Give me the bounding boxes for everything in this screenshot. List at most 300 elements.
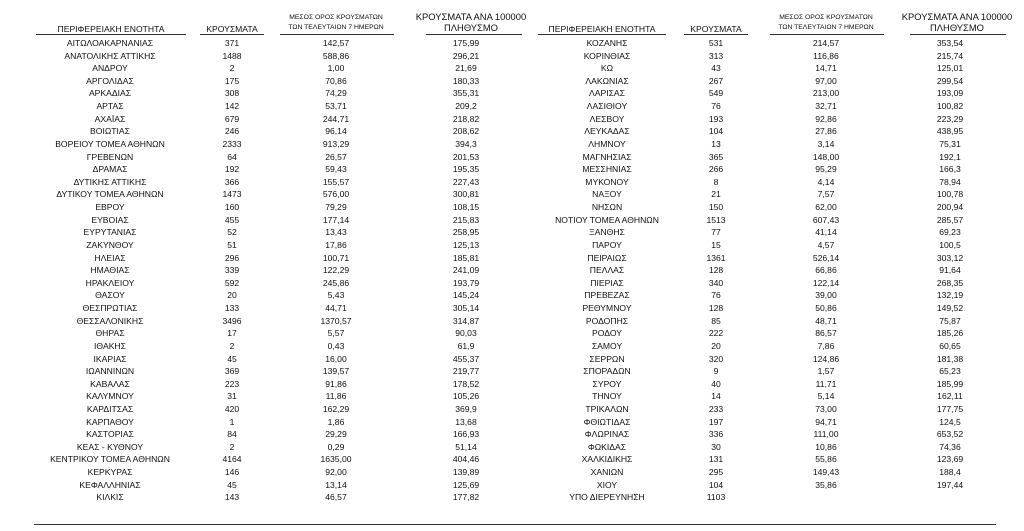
- cell-avg7: 177,14: [322, 214, 350, 225]
- cell-per100k: 215,83: [452, 214, 480, 225]
- cell-region: ΔΥΤΙΚΟΥ ΤΟΜΕΑ ΑΘΗΝΩΝ: [56, 189, 164, 200]
- table-row: [0, 253, 1024, 264]
- cell-per100k: 193,79: [452, 277, 480, 288]
- cell-per100k: 355,31: [452, 88, 480, 99]
- cell-region: ΘΑΣΟΥ: [95, 290, 125, 301]
- cell-avg7: 46,57: [325, 492, 347, 503]
- cell-cases: 1513: [706, 214, 726, 225]
- cell-per100k: 195,35: [452, 164, 480, 175]
- cell-avg7: 1370,57: [320, 315, 352, 326]
- cell-avg7: 32,71: [815, 101, 837, 112]
- header-underline: [770, 34, 884, 35]
- cell-region: ΧΑΝΙΩΝ: [590, 467, 624, 478]
- cell-region: ΞΑΝΘΗΣ: [589, 227, 625, 238]
- cell-per100k: 105,26: [452, 391, 480, 402]
- header-cases-left: ΚΡΟΥΣΜΑΤΑ: [206, 24, 258, 34]
- cell-per100k: 90,03: [455, 328, 477, 339]
- cell-cases: 365: [708, 151, 724, 162]
- cell-per100k: 177,82: [452, 492, 480, 503]
- table-row: [0, 177, 1024, 188]
- table-row: [0, 278, 1024, 289]
- cell-cases: 420: [224, 403, 240, 414]
- cell-per100k: 268,35: [936, 277, 964, 288]
- cell-per100k: 188,4: [939, 467, 961, 478]
- cell-cases: 64: [227, 151, 237, 162]
- cell-avg7: 122,14: [812, 277, 840, 288]
- cell-region: ΚΕΡΚΥΡΑΣ: [87, 467, 133, 478]
- cell-per100k: 303,12: [936, 252, 964, 263]
- cell-cases: 52: [227, 227, 237, 238]
- cell-avg7: 100,71: [322, 252, 350, 263]
- cell-region: ΠΙΕΡΙΑΣ: [590, 277, 624, 288]
- cell-cases: 340: [708, 277, 724, 288]
- cell-per100k: 285,57: [936, 214, 964, 225]
- table-row: [0, 379, 1024, 390]
- cell-region: ΗΛΕΙΑΣ: [94, 252, 126, 263]
- cell-avg7: 122,29: [322, 265, 350, 276]
- cell-cases: 366: [224, 176, 240, 187]
- cell-region: ΛΑΡΙΣΑΣ: [589, 88, 625, 99]
- cell-avg7: 1,00: [327, 63, 345, 74]
- cell-cases: 30: [711, 441, 721, 452]
- cell-cases: 8: [713, 176, 719, 187]
- cell-avg7: 124,86: [812, 353, 840, 364]
- cell-cases: 192: [224, 164, 240, 175]
- cell-avg7: 1,57: [817, 366, 835, 377]
- cell-per100k: 74,36: [939, 441, 961, 452]
- cell-avg7: 4,57: [817, 239, 835, 250]
- cell-region: ΛΗΜΝΟΥ: [588, 138, 626, 149]
- cell-per100k: 166,3: [939, 164, 961, 175]
- cell-region: ΜΥΚΟΝΟΥ: [585, 176, 629, 187]
- cell-per100k: 200,94: [936, 202, 964, 213]
- table-row: [0, 429, 1024, 440]
- cell-avg7: 96,14: [325, 126, 347, 137]
- cell-per100k: 227,43: [452, 176, 480, 187]
- cell-per100k: 438,95: [936, 126, 964, 137]
- cell-per100k: 241,09: [452, 265, 480, 276]
- cell-region: ΑΝΔΡΟΥ: [92, 63, 128, 74]
- cell-per100k: 185,99: [936, 378, 964, 389]
- cell-cases: 45: [227, 353, 237, 364]
- cell-per100k: [910, 492, 990, 503]
- cell-cases: 17: [227, 328, 237, 339]
- header-per100k-left: [406, 12, 536, 34]
- cell-region: ΡΟΔΟΠΗΣ: [585, 315, 629, 326]
- cell-region: ΗΜΑΘΙΑΣ: [90, 265, 130, 276]
- cell-avg7: 3,14: [817, 138, 835, 149]
- cell-cases: 85: [711, 315, 721, 326]
- table-row: [0, 164, 1024, 175]
- cell-per100k: 60,65: [939, 340, 961, 351]
- header-region-left: ΠΕΡΙΦΕΡΕΙΑΚΗ ΕΝΟΤΗΤΑ: [57, 24, 165, 34]
- cell-cases: 9: [713, 366, 719, 377]
- header-underline: [36, 34, 186, 35]
- cell-avg7: 92,00: [325, 467, 347, 478]
- cell-per100k: 75,31: [939, 138, 961, 149]
- cell-cases: 43: [711, 63, 721, 74]
- cell-avg7: 86,57: [815, 328, 837, 339]
- cell-region: ΑΧΑΪΑΣ: [94, 113, 126, 124]
- cell-region: ΦΛΩΡΙΝΑΣ: [584, 429, 630, 440]
- cell-region: ΦΩΚΙΔΑΣ: [587, 441, 627, 452]
- cell-cases: 296: [224, 252, 240, 263]
- cell-per100k: 208,62: [452, 126, 480, 137]
- cell-region: ΕΥΒΟΙΑΣ: [91, 214, 129, 225]
- cell-per100k: 166,93: [452, 429, 480, 440]
- cell-region: ΚΑΡΠΑΘΟΥ: [86, 416, 134, 427]
- cell-per100k: 219,77: [452, 366, 480, 377]
- cell-per100k: 296,21: [452, 50, 480, 61]
- cell-region: ΙΘΑΚΗΣ: [94, 340, 126, 351]
- cell-region: ΚΑΛΥΜΝΟΥ: [86, 391, 134, 402]
- cell-per100k: 369,9: [455, 403, 477, 414]
- cell-region: ΠΕΙΡΑΙΩΣ: [587, 252, 627, 263]
- cell-per100k: 185,26: [936, 328, 964, 339]
- cell-cases: 142: [224, 101, 240, 112]
- table-row: [0, 189, 1024, 200]
- cell-avg7: 95,29: [815, 164, 837, 175]
- cell-region: ΣΥΡΟΥ: [592, 378, 622, 389]
- table-row: [0, 467, 1024, 478]
- cell-region: ΔΡΑΜΑΣ: [92, 164, 128, 175]
- table-row: [0, 215, 1024, 226]
- header-per100k-line1: ΚΡΟΥΣΜΑΤΑ ΑΝΑ 100000: [415, 11, 527, 22]
- table-row: [0, 328, 1024, 339]
- header-underline: [684, 34, 748, 35]
- cell-cases: 15: [711, 239, 721, 250]
- cell-cases: 223: [224, 378, 240, 389]
- cell-per100k: 404,46: [452, 454, 480, 465]
- cell-per100k: 181,38: [936, 353, 964, 364]
- table-row: [0, 76, 1024, 87]
- cell-cases: 246: [224, 126, 240, 137]
- header-per100k-line2: ΠΛΗΘΥΣΜΟ: [930, 21, 984, 33]
- cell-per100k: 124,5: [939, 416, 961, 427]
- cell-cases: 371: [224, 38, 240, 48]
- cell-avg7: 588,86: [322, 50, 350, 61]
- cell-region: ΒΟΡΕΙΟΥ ΤΟΜΕΑ ΑΘΗΝΩΝ: [55, 138, 165, 149]
- header-cases-right: ΚΡΟΥΣΜΑΤΑ: [690, 24, 742, 34]
- table-row: [0, 51, 1024, 62]
- cell-cases: 369: [224, 366, 240, 377]
- cell-region: ΛΕΣΒΟΥ: [589, 113, 625, 124]
- cell-avg7: 213,00: [812, 88, 840, 99]
- cell-per100k: 178,52: [452, 378, 480, 389]
- cell-cases: 1: [229, 416, 235, 427]
- cell-per100k: 132,19: [936, 290, 964, 301]
- cell-avg7: 44,71: [325, 303, 347, 314]
- cell-per100k: 175,99: [452, 38, 480, 48]
- cell-region: ΔΥΤΙΚΗΣ ΑΤΤΙΚΗΣ: [73, 176, 147, 187]
- cell-cases: 222: [708, 328, 724, 339]
- header-avg-right: [766, 14, 886, 32]
- cell-region: ΚΕΝΤΡΙΚΟΥ ΤΟΜΕΑ ΑΘΗΝΩΝ: [50, 454, 170, 465]
- table-row: [0, 391, 1024, 402]
- cell-avg7: 16,00: [325, 353, 347, 364]
- cell-region: ΛΑΚΩΝΙΑΣ: [585, 75, 629, 86]
- cell-cases: 2: [229, 340, 235, 351]
- cell-cases: 160: [224, 202, 240, 213]
- cell-region: ΚΕΦΑΛΛΗΝΙΑΣ: [79, 479, 141, 490]
- cell-per100k: 653,52: [936, 429, 964, 440]
- cell-avg7: 73,00: [815, 403, 837, 414]
- cell-cases: 193: [708, 113, 724, 124]
- cell-region: ΡΟΔΟΥ: [592, 328, 622, 339]
- table-row: [0, 63, 1024, 74]
- cell-region: ΚΕΑΣ - ΚΥΘΝΟΥ: [76, 441, 144, 452]
- header-per100k-right: [892, 12, 1022, 34]
- cell-avg7: 526,14: [812, 252, 840, 263]
- cell-avg7: 13,14: [325, 479, 347, 490]
- cell-avg7: 26,57: [325, 151, 347, 162]
- cell-cases: 146: [224, 467, 240, 478]
- cell-region: ΜΑΓΝΗΣΙΑΣ: [582, 151, 632, 162]
- cell-cases: 20: [711, 340, 721, 351]
- cell-per100k: 139,89: [452, 467, 480, 478]
- cell-region: ΤΡΙΚΑΛΩΝ: [585, 403, 629, 414]
- cell-avg7: 17,86: [325, 239, 347, 250]
- cell-per100k: 197,44: [936, 479, 964, 490]
- cell-per100k: 215,74: [936, 50, 964, 61]
- cell-cases: 2333: [222, 138, 242, 149]
- cell-per100k: 51,14: [455, 441, 477, 452]
- cell-region: ΕΥΡΥΤΑΝΙΑΣ: [83, 227, 137, 238]
- cell-region: ΒΟΙΩΤΙΑΣ: [90, 126, 130, 137]
- header-per100k-line2: ΠΛΗΘΥΣΜΟ: [444, 21, 498, 33]
- cell-cases: 175: [224, 75, 240, 86]
- cell-cases: 267: [708, 75, 724, 86]
- header-per100k-line1: ΚΡΟΥΣΜΑΤΑ ΑΝΑ 100000: [901, 11, 1013, 22]
- cell-region: ΤΗΝΟΥ: [592, 391, 622, 402]
- cell-per100k: 125,69: [452, 479, 480, 490]
- cell-cases: 320: [708, 353, 724, 364]
- cell-per100k: 353,54: [936, 38, 964, 48]
- cell-region: ΚΟΖΑΝΗΣ: [586, 38, 628, 48]
- cell-region: ΘΕΣΠΡΩΤΙΑΣ: [82, 303, 138, 314]
- cell-cases: 150: [708, 202, 724, 213]
- cell-avg7: 142,57: [322, 38, 350, 48]
- cell-avg7: 5,43: [327, 290, 345, 301]
- cell-per100k: 314,87: [452, 315, 480, 326]
- cell-cases: 131: [708, 454, 724, 465]
- cell-per100k: 125,13: [452, 239, 480, 250]
- cell-cases: 679: [224, 113, 240, 124]
- cell-region: ΑΡΤΑΣ: [96, 101, 124, 112]
- cell-avg7: 5,14: [817, 391, 835, 402]
- cell-per100k: 209,2: [455, 101, 477, 112]
- cell-avg7: [786, 492, 866, 503]
- cell-avg7: 27,86: [815, 126, 837, 137]
- cell-cases: 77: [711, 227, 721, 238]
- cell-avg7: 0,43: [327, 340, 345, 351]
- cell-cases: 1488: [222, 50, 242, 61]
- cell-region: ΖΑΚΥΝΘΟΥ: [86, 239, 134, 250]
- cell-avg7: 11,71: [815, 378, 837, 389]
- cell-region: ΣΠΟΡΑΔΩΝ: [583, 366, 631, 377]
- cell-region: ΧΙΟΥ: [596, 479, 618, 490]
- cell-cases: 84: [227, 429, 237, 440]
- cell-avg7: 39,00: [815, 290, 837, 301]
- header-underline: [200, 34, 264, 35]
- cell-avg7: 7,57: [817, 189, 835, 200]
- cell-per100k: 100,5: [939, 239, 961, 250]
- cell-cases: 308: [224, 88, 240, 99]
- table-row: [0, 126, 1024, 137]
- cell-avg7: 74,29: [325, 88, 347, 99]
- cell-cases: 21: [711, 189, 721, 200]
- cell-region: ΣΕΡΡΩΝ: [589, 353, 625, 364]
- table-row: [0, 202, 1024, 213]
- table-row: [0, 316, 1024, 327]
- cell-avg7: 576,00: [322, 189, 350, 200]
- cell-region: ΚΑΣΤΟΡΙΑΣ: [86, 429, 134, 440]
- cell-region: ΛΕΥΚΑΔΑΣ: [584, 126, 630, 137]
- cell-per100k: 258,95: [452, 227, 480, 238]
- cell-avg7: 41,14: [815, 227, 837, 238]
- cell-cases: 76: [711, 290, 721, 301]
- cell-cases: 336: [708, 429, 724, 440]
- cell-cases: 3496: [222, 315, 242, 326]
- cell-avg7: 148,00: [812, 151, 840, 162]
- cell-avg7: 111,00: [813, 429, 839, 440]
- cell-avg7: 155,57: [322, 176, 350, 187]
- header-avg-line1: ΜΕΣΟΣ ΟΡΟΣ ΚΡΟΥΣΜΑΤΩΝ: [289, 14, 383, 21]
- cell-cases: 455: [224, 214, 240, 225]
- cell-avg7: 10,86: [815, 441, 837, 452]
- cell-cases: 14: [711, 391, 721, 402]
- cell-avg7: 62,00: [815, 202, 837, 213]
- cell-region: ΣΑΜΟΥ: [591, 340, 623, 351]
- cell-per100k: 100,78: [936, 189, 964, 200]
- table-row: [0, 303, 1024, 314]
- cell-per100k: 69,23: [939, 227, 961, 238]
- cell-cases: 31: [227, 391, 237, 402]
- header-avg-left: [276, 14, 396, 32]
- cell-per100k: 185,81: [452, 252, 480, 263]
- cell-region: ΑΝΑΤΟΛΙΚΗΣ ΑΤΤΙΚΗΣ: [64, 50, 156, 61]
- cell-avg7: 70,86: [325, 75, 347, 86]
- cell-region: ΡΕΘΥΜΝΟΥ: [582, 303, 632, 314]
- table-row: [0, 417, 1024, 428]
- table-row: [0, 114, 1024, 125]
- cell-avg7: 4,14: [817, 176, 835, 187]
- table-row: [0, 139, 1024, 150]
- cell-per100k: 180,33: [452, 75, 480, 86]
- cell-avg7: 66,86: [815, 265, 837, 276]
- cell-per100k: 75,87: [939, 315, 961, 326]
- cell-cases: 2: [229, 63, 235, 74]
- cell-region: ΘΕΣΣΑΛΟΝΙΚΗΣ: [76, 315, 144, 326]
- cell-per100k: 162,11: [937, 391, 963, 402]
- cell-avg7: 79,29: [325, 202, 347, 213]
- cell-avg7: 149,43: [812, 467, 840, 478]
- cell-cases: 13: [711, 138, 721, 149]
- cell-cases: 128: [708, 303, 724, 314]
- table-row: [0, 366, 1024, 377]
- cell-cases: 76: [711, 101, 721, 112]
- cell-avg7: 53,71: [325, 101, 347, 112]
- cell-avg7: 162,29: [322, 403, 350, 414]
- cell-avg7: 116,86: [813, 50, 839, 61]
- cell-per100k: 455,37: [452, 353, 480, 364]
- cell-region: ΕΒΡΟΥ: [95, 202, 125, 213]
- cell-per100k: 91,64: [939, 265, 961, 276]
- cell-avg7: 94,71: [815, 416, 837, 427]
- cell-region: ΘΗΡΑΣ: [95, 328, 125, 339]
- cell-per100k: 223,29: [936, 113, 964, 124]
- cell-avg7: 55,86: [815, 454, 837, 465]
- header-avg-line1: ΜΕΣΟΣ ΟΡΟΣ ΚΡΟΥΣΜΑΤΩΝ: [779, 14, 873, 21]
- cell-region: ΚΟΡΙΝΘΙΑΣ: [583, 50, 631, 61]
- cell-avg7: 1635,00: [320, 454, 352, 465]
- table-row: [0, 290, 1024, 301]
- table-row: [0, 404, 1024, 415]
- cell-per100k: 145,24: [452, 290, 480, 301]
- cell-avg7: 607,43: [812, 214, 840, 225]
- cell-region: ΠΑΡΟΥ: [592, 239, 622, 250]
- cell-per100k: 300,81: [452, 189, 480, 200]
- table-row: [0, 227, 1024, 238]
- header-avg-line2: ΤΩΝ ΤΕΛΕΥΤΑΙΩΝ 7 ΗΜΕΡΩΝ: [288, 23, 384, 31]
- cell-cases: 592: [224, 277, 240, 288]
- cell-region: ΚΩ: [600, 63, 614, 74]
- table-row: [0, 354, 1024, 365]
- cell-region: ΑΙΤΩΛΟΑΚΑΡΝΑΝΙΑΣ: [66, 38, 154, 48]
- cell-avg7: 11,86: [325, 391, 347, 402]
- cell-region: ΙΩΑΝΝΙΝΩΝ: [85, 366, 135, 377]
- cell-cases: 549: [708, 88, 724, 99]
- cell-per100k: 299,54: [936, 75, 964, 86]
- cell-avg7: 92,86: [815, 113, 837, 124]
- cell-cases: 266: [708, 164, 724, 175]
- cell-avg7: 139,57: [322, 366, 350, 377]
- cell-cases: 104: [708, 126, 724, 137]
- header-avg-line2: ΤΩΝ ΤΕΛΕΥΤΑΙΩΝ 7 ΗΜΕΡΩΝ: [778, 23, 874, 31]
- cell-cases: 1103: [706, 492, 726, 503]
- cell-avg7: 0,29: [327, 441, 345, 452]
- cell-cases: 45: [227, 479, 237, 490]
- cell-per100k: 149,52: [936, 303, 964, 314]
- cell-avg7: 5,57: [327, 328, 345, 339]
- cell-avg7: 214,57: [812, 38, 840, 48]
- cell-region: ΦΘΙΩΤΙΔΑΣ: [583, 416, 631, 427]
- cell-per100k: 13,68: [455, 416, 477, 427]
- cell-per100k: 78,94: [939, 176, 961, 187]
- header-underline: [426, 34, 522, 35]
- header-underline: [280, 34, 394, 35]
- table-row: [0, 240, 1024, 251]
- cell-avg7: 244,71: [322, 113, 350, 124]
- cell-per100k: 218,82: [452, 113, 480, 124]
- cell-per100k: 125,01: [936, 63, 964, 74]
- cell-cases: 233: [708, 403, 724, 414]
- cell-per100k: 305,14: [452, 303, 480, 314]
- cell-cases: 143: [224, 492, 240, 503]
- cell-per100k: 394,3: [455, 138, 477, 149]
- cell-region: ΓΡΕΒΕΝΩΝ: [86, 151, 134, 162]
- table-row: [0, 492, 1024, 503]
- cell-avg7: 48,71: [815, 315, 837, 326]
- table-row: [0, 152, 1024, 163]
- cell-region: ΗΡΑΚΛΕΙΟΥ: [85, 277, 135, 288]
- cell-cases: 4164: [222, 454, 242, 465]
- cell-cases: 20: [227, 290, 237, 301]
- cell-avg7: 1,86: [327, 416, 345, 427]
- cell-region: ΛΑΣΙΘΙΟΥ: [586, 101, 628, 112]
- cell-cases: 51: [227, 239, 237, 250]
- table-row: [0, 265, 1024, 276]
